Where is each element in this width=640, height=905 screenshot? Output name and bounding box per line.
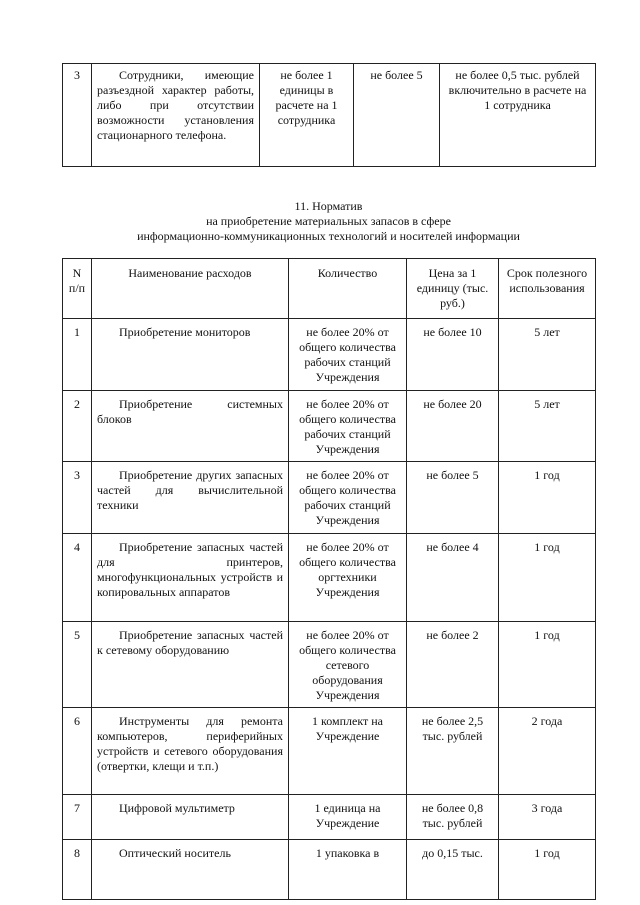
section-heading [62, 199, 595, 244]
row-number: 7 [63, 795, 92, 840]
header-num: N п/п [63, 259, 92, 319]
row-number: 5 [63, 622, 92, 708]
price-cell: не более 2,5 тыс. рублей [407, 708, 499, 795]
term-cell: 1 год [499, 622, 596, 708]
quantity-cell: 1 комплект на Учреждение [289, 708, 407, 795]
price-cell: не более 20 [407, 391, 499, 462]
expense-name: Приобретение запасных частей к сетевому оборудованию [92, 622, 289, 708]
price-cell: до 0,15 тыс. [407, 840, 499, 900]
heading-subtitle-line2: информационно-коммуникационных технологий и носителей информации [137, 229, 520, 243]
header-quantity: Количество [289, 259, 407, 319]
row-number: 2 [63, 391, 92, 462]
previous-norm-table [62, 63, 596, 167]
table-row [63, 64, 596, 167]
table-header-row [63, 259, 596, 319]
term-cell: 1 год [499, 462, 596, 534]
price-cell: не более 2 [407, 622, 499, 708]
term-cell: 5 лет [499, 391, 596, 462]
term-cell: 2 года [499, 708, 596, 795]
quantity-cell: не более 20% от общего количества рабочих станций Учреждения [289, 319, 407, 391]
expense-name: Приобретение других запасных частей для вычислительной техники [92, 462, 289, 534]
expense-name: Цифровой мультиметр [92, 795, 289, 840]
quantity-cell: не более 20% от общего количества рабочих станций Учреждения [289, 462, 407, 534]
expense-name: Приобретение мониторов [92, 319, 289, 391]
term-cell: 1 год [499, 840, 596, 900]
heading-subtitle-line1: на приобретение материальных запасов в сфере [206, 214, 451, 228]
count-cell: не более 5 [354, 64, 440, 167]
row-number: 3 [63, 462, 92, 534]
table-row [63, 534, 596, 622]
expense-name: Оптический носитель [92, 840, 289, 900]
expense-name: Приобретение запасных частей для принтеров, многофункциональных устройств и копировальных аппаратов [92, 534, 289, 622]
table-row [63, 391, 596, 462]
row-number: 8 [63, 840, 92, 900]
quantity-cell: 1 единица на Учреждение [289, 795, 407, 840]
table-row [63, 462, 596, 534]
expense-name: Приобретение системных блоков [92, 391, 289, 462]
heading-title: 11. Норматив [294, 199, 363, 213]
quantity-cell: не более 20% от общего количества рабочих станций Учреждения [289, 391, 407, 462]
term-cell: 5 лет [499, 319, 596, 391]
table-row [63, 840, 596, 900]
table-row [63, 795, 596, 840]
term-cell: 3 года [499, 795, 596, 840]
quantity-cell: не более 20% от общего количества оргтехники Учреждения [289, 534, 407, 622]
price-cell: не более 5 [407, 462, 499, 534]
quantity-cell: не более 20% от общего количества сетевого оборудования Учреждения [289, 622, 407, 708]
expense-name: Инструменты для ремонта компьютеров, периферийных устройств и сетевого оборудования (отвертки, клещи и т.п.) [92, 708, 289, 795]
table-row [63, 708, 596, 795]
row-number: 6 [63, 708, 92, 795]
price-cell: не более 0,5 тыс. рублей включительно в расчете на 1 сотрудника [440, 64, 596, 167]
price-cell: не более 0,8 тыс. рублей [407, 795, 499, 840]
term-cell: 1 год [499, 534, 596, 622]
materials-norm-table [62, 258, 596, 900]
table-row [63, 622, 596, 708]
quantity-cell: 1 упаковка в [289, 840, 407, 900]
price-cell: не более 10 [407, 319, 499, 391]
expense-name: Сотрудники, имеющие разъездной характер работы, либо при отсутствии возможности установления стационарного телефона. [92, 64, 260, 167]
table-row [63, 319, 596, 391]
header-price: Цена за 1 единицу (тыс. руб.) [407, 259, 499, 319]
price-cell: не более 4 [407, 534, 499, 622]
row-number: 4 [63, 534, 92, 622]
row-number: 3 [63, 64, 92, 167]
header-name: Наименование расходов [92, 259, 289, 319]
header-term: Срок полезного использования [499, 259, 596, 319]
row-number: 1 [63, 319, 92, 391]
quantity-cell: не более 1 единицы в расчете на 1 сотрудника [260, 64, 354, 167]
